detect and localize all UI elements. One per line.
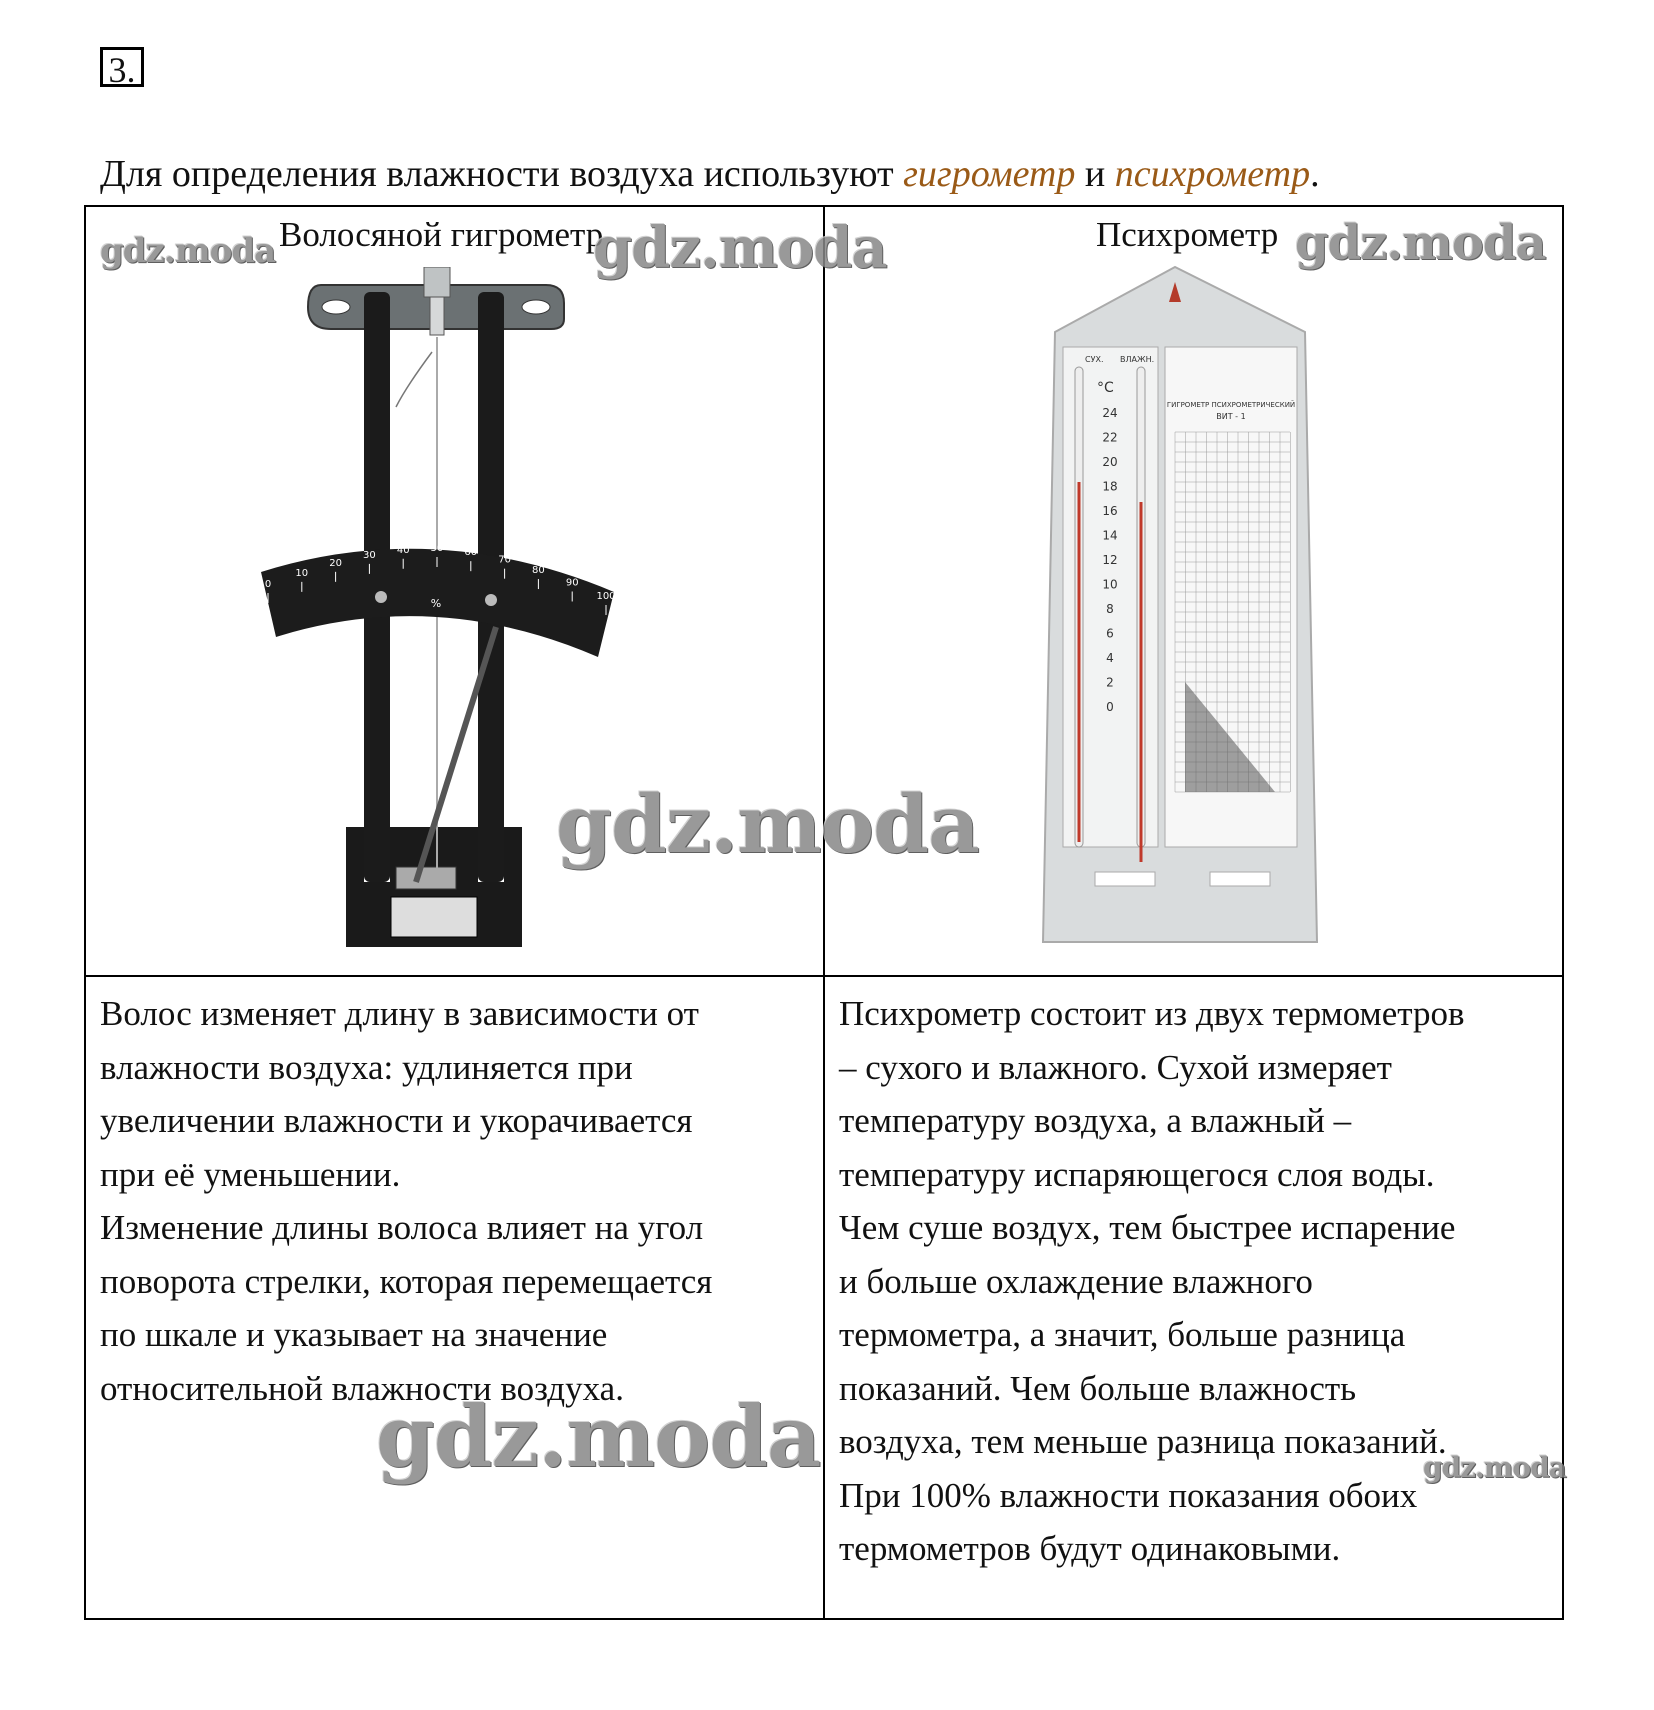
psychrometer-scale-label: 10 (1102, 577, 1118, 592)
watermark: gdz.moda (100, 231, 276, 271)
hygrometer-scale-label: 20 (329, 557, 342, 569)
description-line: увеличении влажности и укорачивается (100, 1101, 693, 1140)
description-line: температуру воздуха, а влажный – (839, 1101, 1352, 1140)
description-line: воздуха, тем меньше разница показаний. (839, 1422, 1447, 1461)
description-line: и больше охлаждение влажного (839, 1261, 1313, 1301)
description-line: относительной влажности воздуха. (100, 1368, 624, 1408)
description-line: термометра, а значит, больше разница (839, 1315, 1406, 1354)
watermark: gdz.moda (593, 215, 887, 281)
description-line: термометров будут одинаковыми. (839, 1529, 1341, 1568)
psychrometer-scale-label: 8 (1106, 602, 1114, 616)
watermark: gdz.moda (1295, 215, 1546, 271)
watermark: gdz.moda (1423, 1451, 1566, 1484)
psychrometer-image (1035, 262, 1325, 962)
psychrometer-description-cell (824, 976, 1566, 1619)
hygrometer-scale-label: 0 (264, 579, 272, 590)
device-title-line2: ВИТ - 1 (1216, 412, 1246, 421)
psychrometer-caption: Психрометр (1096, 215, 1279, 254)
hygrometer-scale-label: 10 (295, 567, 309, 579)
psychrometer-scale-label: 18 (1102, 479, 1118, 494)
hygrometer-scale-label: 40 (396, 544, 410, 556)
description-line: показаний. Чем больше влажность (839, 1368, 1357, 1408)
description-line: Чем суше воздух, тем быстрее испарение (839, 1208, 1456, 1247)
hygrometer-scale-label: 30 (363, 549, 376, 561)
celsius-unit: °C (1097, 380, 1114, 396)
keyword-psychrometer: психрометр (1114, 153, 1311, 195)
intro-middle: и (1075, 153, 1115, 195)
watermark: gdz.moda (556, 777, 979, 871)
hygrometer-unit: % (430, 597, 442, 610)
psychrometer-scale-label: 4 (1106, 651, 1114, 665)
description-line: Психрометр состоит из двух термометров (839, 994, 1465, 1033)
hygrometer-scale-label: 50 (430, 543, 444, 554)
psychrometer-scale-label: 16 (1102, 504, 1118, 518)
description-line: температуру испаряющегося слоя воды. (839, 1154, 1435, 1194)
psychrometer-scale-label: 24 (1102, 406, 1118, 420)
hygrometer-image-cell (85, 206, 979, 976)
description-line: При 100% влажности показания обоих (839, 1475, 1418, 1515)
hygrometer-scale-label: 100 (596, 591, 616, 602)
psychrometer-scale-label: 22 (1102, 430, 1118, 445)
description-line: – сухого и влажного. Сухой измеряет (839, 1047, 1392, 1087)
psychrometer-description (825, 977, 1562, 1576)
hygrometer-description-cell (85, 976, 824, 1619)
psychrometer-scale-label: 0 (1106, 700, 1114, 714)
task-number: 3. (100, 47, 144, 87)
keyword-hygrometer: гигрометр (903, 153, 1076, 195)
wet-label: ВЛАЖН. (1120, 355, 1155, 364)
psychrometer-scale-label: 2 (1106, 675, 1114, 690)
psychrometer-scale-label: 6 (1106, 626, 1114, 641)
description-line: Волос изменяет длину в зависимости от (100, 994, 699, 1033)
psychrometer-scale-label: 20 (1102, 455, 1118, 469)
hygrometer-caption: Волосяной гигрометр (279, 215, 604, 254)
description-line: поворота стрелки, которая перемещается (100, 1261, 713, 1301)
watermark: gdz.moda (376, 1387, 821, 1486)
hygrometer-scale-label: 60 (464, 547, 478, 559)
hygrometer-scale-label: 90 (565, 577, 579, 589)
description-line: влажности воздуха: удлиняется при (100, 1047, 633, 1087)
hygrometer-description (86, 977, 823, 1415)
psychrometer-scale-label: 12 (1102, 553, 1118, 567)
description-line: при её уменьшении. (100, 1154, 401, 1194)
description-line: Изменение длины волоса влияет на угол (100, 1208, 704, 1247)
comparison-table (84, 205, 1564, 1620)
intro-sentence (100, 152, 1320, 196)
hygrometer-scale-label: 70 (498, 554, 511, 566)
description-line: по шкале и указывает на значение (100, 1315, 608, 1354)
intro-prefix: Для определения влажности воздуха используют (100, 153, 904, 195)
dry-label: СУХ. (1085, 355, 1104, 364)
intro-suffix: . (1310, 153, 1320, 195)
device-title-line1: ГИГРОМЕТР ПСИХРОМЕТРИЧЕСКИЙ (1166, 401, 1296, 409)
hygrometer-scale-label: 80 (532, 565, 545, 577)
psychrometer-scale-label: 14 (1102, 528, 1118, 543)
